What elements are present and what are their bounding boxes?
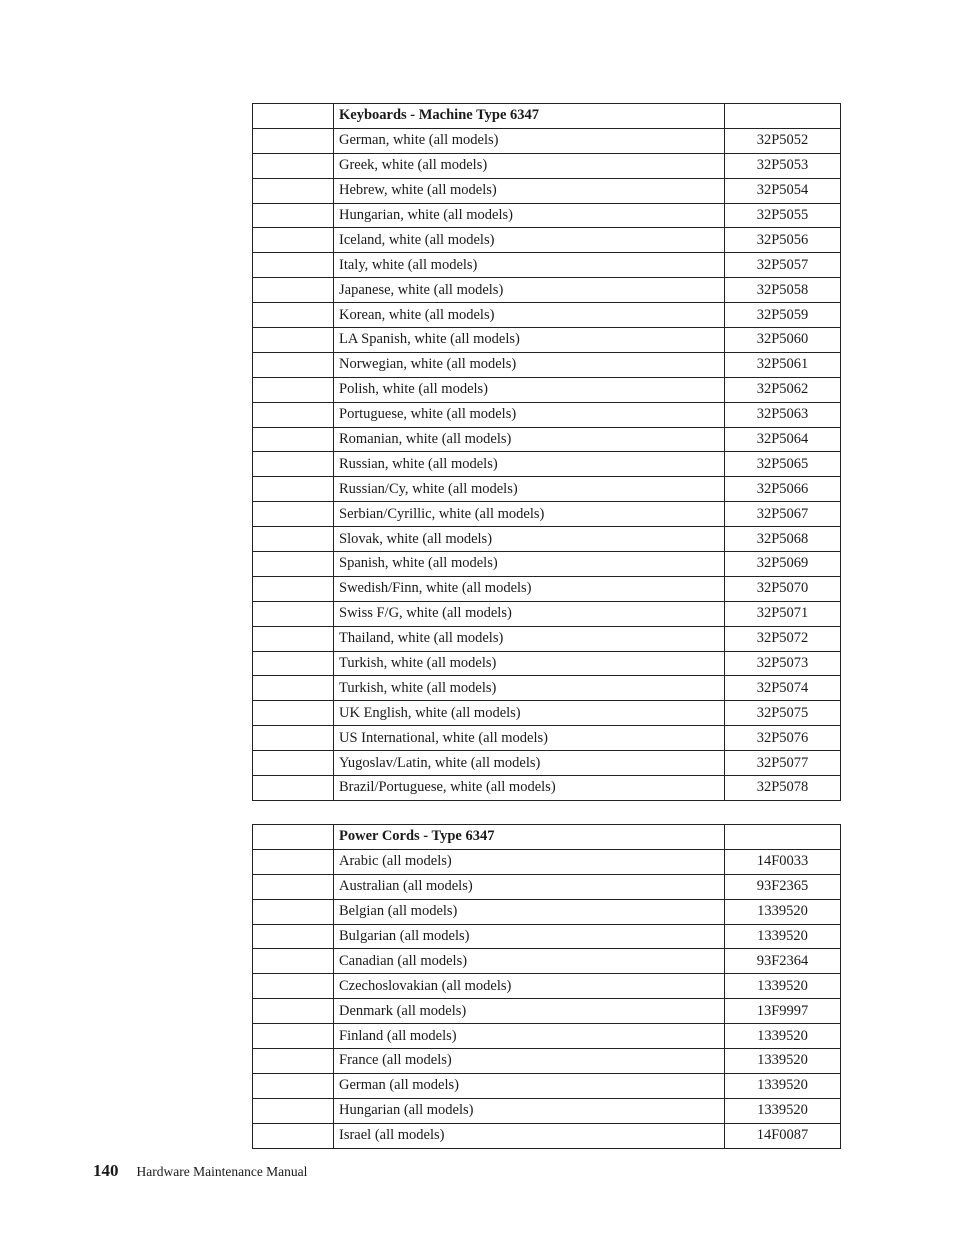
fru-number: 32P5053 bbox=[725, 153, 841, 178]
power-cords-parts-table bbox=[252, 824, 841, 1149]
index-cell bbox=[253, 402, 334, 427]
table-row bbox=[253, 228, 841, 253]
table-row bbox=[253, 203, 841, 228]
index-cell bbox=[253, 502, 334, 527]
fru-number: 32P5068 bbox=[725, 527, 841, 552]
index-cell bbox=[253, 452, 334, 477]
part-description: Portuguese, white (all models) bbox=[334, 402, 725, 427]
part-description: France (all models) bbox=[334, 1049, 725, 1074]
table-row bbox=[253, 128, 841, 153]
fru-number: 32P5066 bbox=[725, 477, 841, 502]
index-cell bbox=[253, 874, 334, 899]
index-cell bbox=[253, 552, 334, 577]
index-cell bbox=[253, 352, 334, 377]
index-cell bbox=[253, 701, 334, 726]
table-row bbox=[253, 352, 841, 377]
table-row bbox=[253, 1098, 841, 1123]
table-heading: Power Cords - Type 6347 bbox=[334, 825, 725, 850]
index-cell bbox=[253, 203, 334, 228]
fru-number: 32P5062 bbox=[725, 377, 841, 402]
part-description: Russian, white (all models) bbox=[334, 452, 725, 477]
fru-number: 32P5056 bbox=[725, 228, 841, 253]
fru-number: 32P5078 bbox=[725, 776, 841, 801]
part-description: Hungarian (all models) bbox=[334, 1098, 725, 1123]
table-row bbox=[253, 278, 841, 303]
manual-title: Hardware Maintenance Manual bbox=[136, 1164, 308, 1179]
fru-number: 32P5069 bbox=[725, 552, 841, 577]
part-description: Belgian (all models) bbox=[334, 899, 725, 924]
fru-number: 13F9997 bbox=[725, 999, 841, 1024]
table-row bbox=[253, 452, 841, 477]
part-description: Italy, white (all models) bbox=[334, 253, 725, 278]
index-cell bbox=[253, 974, 334, 999]
index-cell bbox=[253, 153, 334, 178]
index-cell bbox=[253, 676, 334, 701]
index-cell bbox=[253, 253, 334, 278]
part-description: Hebrew, white (all models) bbox=[334, 178, 725, 203]
table-row bbox=[253, 377, 841, 402]
index-cell bbox=[253, 278, 334, 303]
table-row bbox=[253, 477, 841, 502]
part-description: Hungarian, white (all models) bbox=[334, 203, 725, 228]
fru-number: 1339520 bbox=[725, 1073, 841, 1098]
fru-number: 32P5052 bbox=[725, 128, 841, 153]
fru-header-cell bbox=[725, 104, 841, 129]
table-header-row bbox=[253, 104, 841, 129]
fru-number: 32P5074 bbox=[725, 676, 841, 701]
index-cell bbox=[253, 328, 334, 353]
table-row bbox=[253, 974, 841, 999]
fru-number: 32P5076 bbox=[725, 726, 841, 751]
fru-number: 1339520 bbox=[725, 1098, 841, 1123]
table-row bbox=[253, 899, 841, 924]
index-cell bbox=[253, 949, 334, 974]
fru-number: 1339520 bbox=[725, 1049, 841, 1074]
fru-number: 32P5072 bbox=[725, 626, 841, 651]
index-cell bbox=[253, 899, 334, 924]
index-cell bbox=[253, 377, 334, 402]
index-cell bbox=[253, 477, 334, 502]
table-row bbox=[253, 178, 841, 203]
fru-number: 1339520 bbox=[725, 974, 841, 999]
fru-number: 32P5065 bbox=[725, 452, 841, 477]
fru-number: 32P5058 bbox=[725, 278, 841, 303]
part-description: Norwegian, white (all models) bbox=[334, 352, 725, 377]
page-number: 140 bbox=[93, 1161, 119, 1180]
fru-number: 1339520 bbox=[725, 1024, 841, 1049]
index-cell bbox=[253, 178, 334, 203]
fru-number: 32P5063 bbox=[725, 402, 841, 427]
part-description: Romanian, white (all models) bbox=[334, 427, 725, 452]
index-cell bbox=[253, 1024, 334, 1049]
part-description: Slovak, white (all models) bbox=[334, 527, 725, 552]
index-cell bbox=[253, 651, 334, 676]
table-row bbox=[253, 1073, 841, 1098]
index-cell bbox=[253, 1073, 334, 1098]
fru-header-cell bbox=[725, 825, 841, 850]
fru-number: 32P5070 bbox=[725, 576, 841, 601]
table-row bbox=[253, 576, 841, 601]
table-row bbox=[253, 502, 841, 527]
part-description: Brazil/Portuguese, white (all models) bbox=[334, 776, 725, 801]
part-description: Thailand, white (all models) bbox=[334, 626, 725, 651]
index-cell bbox=[253, 1049, 334, 1074]
table-row bbox=[253, 1123, 841, 1148]
keyboards-table-body bbox=[253, 104, 841, 801]
fru-number: 1339520 bbox=[725, 924, 841, 949]
index-cell bbox=[253, 849, 334, 874]
part-description: LA Spanish, white (all models) bbox=[334, 328, 725, 353]
part-description: Korean, white (all models) bbox=[334, 303, 725, 328]
part-description: UK English, white (all models) bbox=[334, 701, 725, 726]
table-row bbox=[253, 651, 841, 676]
table-row bbox=[253, 726, 841, 751]
fru-number: 32P5067 bbox=[725, 502, 841, 527]
part-description: Israel (all models) bbox=[334, 1123, 725, 1148]
fru-number: 14F0033 bbox=[725, 849, 841, 874]
table-header-row bbox=[253, 825, 841, 850]
table-row bbox=[253, 999, 841, 1024]
table-row bbox=[253, 552, 841, 577]
fru-number: 32P5077 bbox=[725, 751, 841, 776]
part-description: Bulgarian (all models) bbox=[334, 924, 725, 949]
table-row bbox=[253, 949, 841, 974]
index-cell bbox=[253, 999, 334, 1024]
table-row bbox=[253, 776, 841, 801]
index-cell bbox=[253, 924, 334, 949]
fru-number: 93F2364 bbox=[725, 949, 841, 974]
part-description: German, white (all models) bbox=[334, 128, 725, 153]
fru-number: 32P5059 bbox=[725, 303, 841, 328]
part-description: Yugoslav/Latin, white (all models) bbox=[334, 751, 725, 776]
part-description: Turkish, white (all models) bbox=[334, 676, 725, 701]
index-cell bbox=[253, 128, 334, 153]
part-description: Japanese, white (all models) bbox=[334, 278, 725, 303]
fru-number: 32P5057 bbox=[725, 253, 841, 278]
part-description: Finland (all models) bbox=[334, 1024, 725, 1049]
index-cell bbox=[253, 825, 334, 850]
table-row bbox=[253, 924, 841, 949]
table-row bbox=[253, 1024, 841, 1049]
fru-number: 32P5075 bbox=[725, 701, 841, 726]
fru-number: 93F2365 bbox=[725, 874, 841, 899]
part-description: German (all models) bbox=[334, 1073, 725, 1098]
index-cell bbox=[253, 1098, 334, 1123]
index-cell bbox=[253, 626, 334, 651]
part-description: Czechoslovakian (all models) bbox=[334, 974, 725, 999]
table-row bbox=[253, 626, 841, 651]
part-description: Swiss F/G, white (all models) bbox=[334, 601, 725, 626]
fru-number: 32P5055 bbox=[725, 203, 841, 228]
part-description: Serbian/Cyrillic, white (all models) bbox=[334, 502, 725, 527]
part-description: Spanish, white (all models) bbox=[334, 552, 725, 577]
index-cell bbox=[253, 527, 334, 552]
table-row bbox=[253, 328, 841, 353]
table-row bbox=[253, 701, 841, 726]
keyboards-parts-table bbox=[252, 103, 841, 801]
part-description: Russian/Cy, white (all models) bbox=[334, 477, 725, 502]
fru-number: 32P5064 bbox=[725, 427, 841, 452]
part-description: Denmark (all models) bbox=[334, 999, 725, 1024]
table-row bbox=[253, 849, 841, 874]
part-description: Turkish, white (all models) bbox=[334, 651, 725, 676]
part-description: Greek, white (all models) bbox=[334, 153, 725, 178]
part-description: Polish, white (all models) bbox=[334, 377, 725, 402]
table-row bbox=[253, 402, 841, 427]
fru-number: 32P5054 bbox=[725, 178, 841, 203]
fru-number: 32P5060 bbox=[725, 328, 841, 353]
table-row bbox=[253, 527, 841, 552]
part-description: Arabic (all models) bbox=[334, 849, 725, 874]
index-cell bbox=[253, 776, 334, 801]
table-row bbox=[253, 1049, 841, 1074]
table-heading: Keyboards - Machine Type 6347 bbox=[334, 104, 725, 129]
fru-number: 14F0087 bbox=[725, 1123, 841, 1148]
table-row bbox=[253, 601, 841, 626]
table-row bbox=[253, 676, 841, 701]
part-description: Canadian (all models) bbox=[334, 949, 725, 974]
index-cell bbox=[253, 726, 334, 751]
fru-number: 32P5071 bbox=[725, 601, 841, 626]
part-description: Iceland, white (all models) bbox=[334, 228, 725, 253]
index-cell bbox=[253, 427, 334, 452]
index-cell bbox=[253, 303, 334, 328]
fru-number: 32P5073 bbox=[725, 651, 841, 676]
index-cell bbox=[253, 1123, 334, 1148]
index-cell bbox=[253, 751, 334, 776]
index-cell bbox=[253, 228, 334, 253]
part-description: Swedish/Finn, white (all models) bbox=[334, 576, 725, 601]
table-row bbox=[253, 253, 841, 278]
part-description: US International, white (all models) bbox=[334, 726, 725, 751]
power-cords-table-body bbox=[253, 825, 841, 1149]
table-row bbox=[253, 427, 841, 452]
table-row bbox=[253, 153, 841, 178]
part-description: Australian (all models) bbox=[334, 874, 725, 899]
fru-number: 32P5061 bbox=[725, 352, 841, 377]
page-footer bbox=[93, 1161, 307, 1181]
table-row bbox=[253, 751, 841, 776]
index-cell bbox=[253, 576, 334, 601]
table-row bbox=[253, 303, 841, 328]
index-cell bbox=[253, 601, 334, 626]
fru-number: 1339520 bbox=[725, 899, 841, 924]
table-row bbox=[253, 874, 841, 899]
index-cell bbox=[253, 104, 334, 129]
